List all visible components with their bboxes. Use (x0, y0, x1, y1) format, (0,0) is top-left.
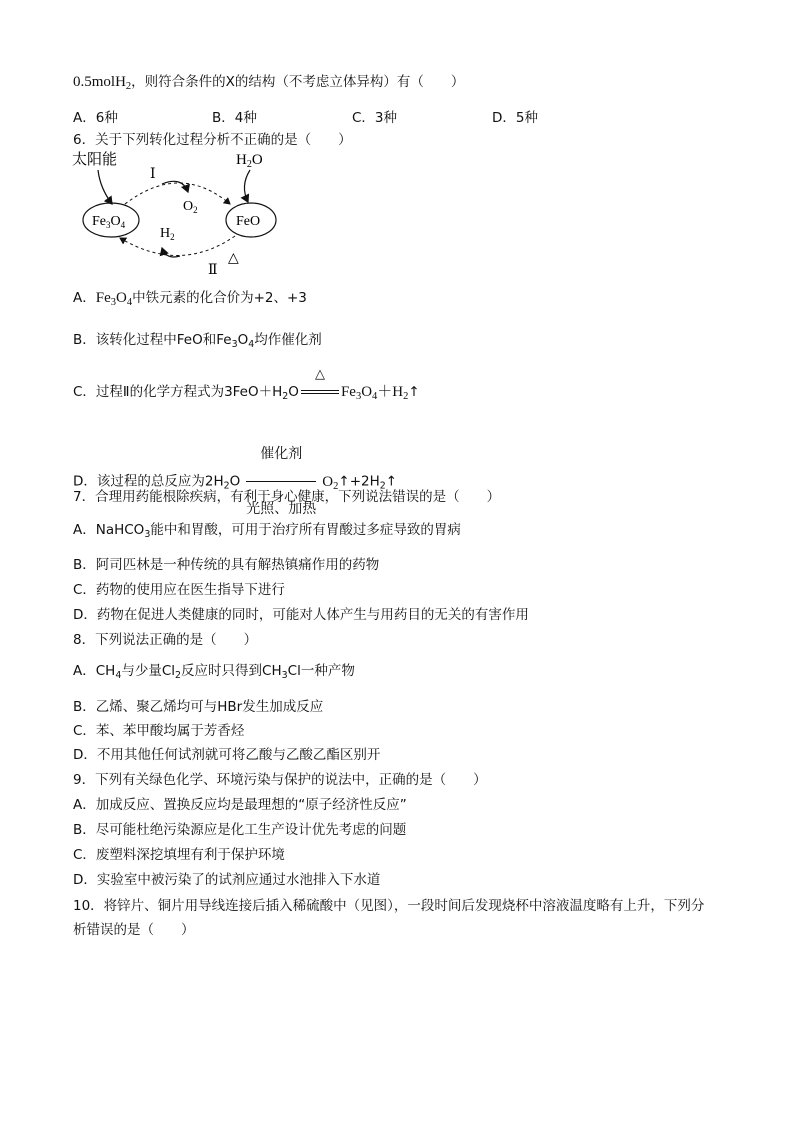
sun-arrow (98, 170, 112, 204)
q5-option-c: C．3种 (352, 110, 398, 126)
q8-option-c: C．苯、苯甲酸均属于芳香烃 (73, 723, 245, 739)
q7-option-b: B．阿司匹林是一种传统的具有解热镇痛作用的药物 (73, 557, 380, 573)
q6-cycle-diagram (70, 148, 300, 278)
q6-option-a: A．$Fe_3O_4$中铁元素的化合价为+2、+3 (73, 290, 307, 308)
q5-option-a: A．6种 (73, 110, 118, 126)
q9-option-d: D．实验室中被污染了的试剂应通过水池排入下水道 (73, 872, 381, 888)
sun-label: 太阳能 (72, 152, 118, 168)
q9-option-a: A．加成反应、置换反应均是最理想的“原子经济性反应” (73, 797, 407, 813)
fe3o4-label: $Fe_3O_4$ (92, 214, 126, 230)
q10-stem-line2: 析错误的是（ ） (73, 922, 195, 938)
q8-option-a: A．$CH_4$与少量$Cl_2$反应时只得到$CH_3Cl$一种产物 (73, 663, 355, 681)
q5-amount: 0.5molH$_2$ (73, 74, 132, 92)
water-label: $H_2O$ (236, 152, 263, 170)
q8-stem: 8．下列说法正确的是（ ） (73, 632, 258, 648)
q9-option-b: B．尽可能杜绝污染源应是化工生产设计优先考虑的问题 (73, 822, 407, 838)
upper-dashed-arc (125, 183, 230, 204)
q5-option-b: B．4种 (212, 110, 257, 126)
q6-option-d: D．该过程的总反应为$2H_2O$ $\frac{\text{催化剂}}{\text{光照、加热}}$ $O_2↑+2H_2↑$ (73, 430, 397, 533)
equilibrium-sign: △ (301, 385, 339, 399)
o2-label: $O_2$ (183, 199, 198, 215)
q7-option-a: A．NaHCO$_3$能中和胃酸，可用于治疗所有胃酸过多症导致的胃病 (73, 522, 461, 540)
q6-option-c: C．过程Ⅱ的化学方程式为$3FeO+H_2O$ △ $Fe_3O_4+H_2↑$ (73, 367, 420, 402)
reaction-condition: $\frac{\text{催化剂}}{\text{光照、加热}}$ (246, 430, 316, 533)
feo-label: FeO (236, 214, 261, 229)
q7-option-c: C．药物的使用应在医生指导下进行 (73, 582, 285, 598)
water-arrow (244, 170, 250, 202)
q9-option-c: C．废塑料深挖填埋有利于保护环境 (73, 847, 285, 863)
q10-stem-line1: 10．将锌片、铜片用导线连接后插入稀硫酸中（见图），一段时间后发现烧杯中溶液温度略有上升，下列分 (73, 898, 705, 914)
h2-label: $H_2$ (160, 226, 175, 242)
q5-tail-text: ，则符合条件的X的结构（不考虑立体异构）有（ ） (131, 74, 465, 90)
q8-option-d: D．不用其他任何试剂就可将乙酸与乙酸乙酯区别开 (73, 747, 381, 763)
step2-label: Ⅱ (208, 263, 218, 278)
q6-stem: 6．关于下列转化过程分析不正确的是（ ） (73, 132, 352, 148)
heat-label: △ (228, 251, 239, 266)
q5-tail (73, 72, 464, 92)
step1-label: Ⅰ (150, 167, 156, 182)
lower-dashed-arc (120, 236, 235, 256)
q6-option-b: B．该转化过程中FeO和$Fe_3O_4$均作催化剂 (73, 332, 322, 350)
q7-stem: 7．合理用药能根除疾病，有利于身心健康，下列说法错误的是（ ） (73, 489, 501, 505)
q5-option-d: D．5种 (492, 110, 538, 126)
q8-option-b: B．乙烯、聚乙烯均可与HBr发生加成反应 (73, 699, 324, 715)
q9-stem: 9．下列有关绿色化学、环境污染与保护的说法中，正确的是（ ） (73, 772, 487, 788)
q7-option-d: D．药物在促进人类健康的同时，可能对人体产生与用药目的无关的有害作用 (73, 607, 529, 623)
